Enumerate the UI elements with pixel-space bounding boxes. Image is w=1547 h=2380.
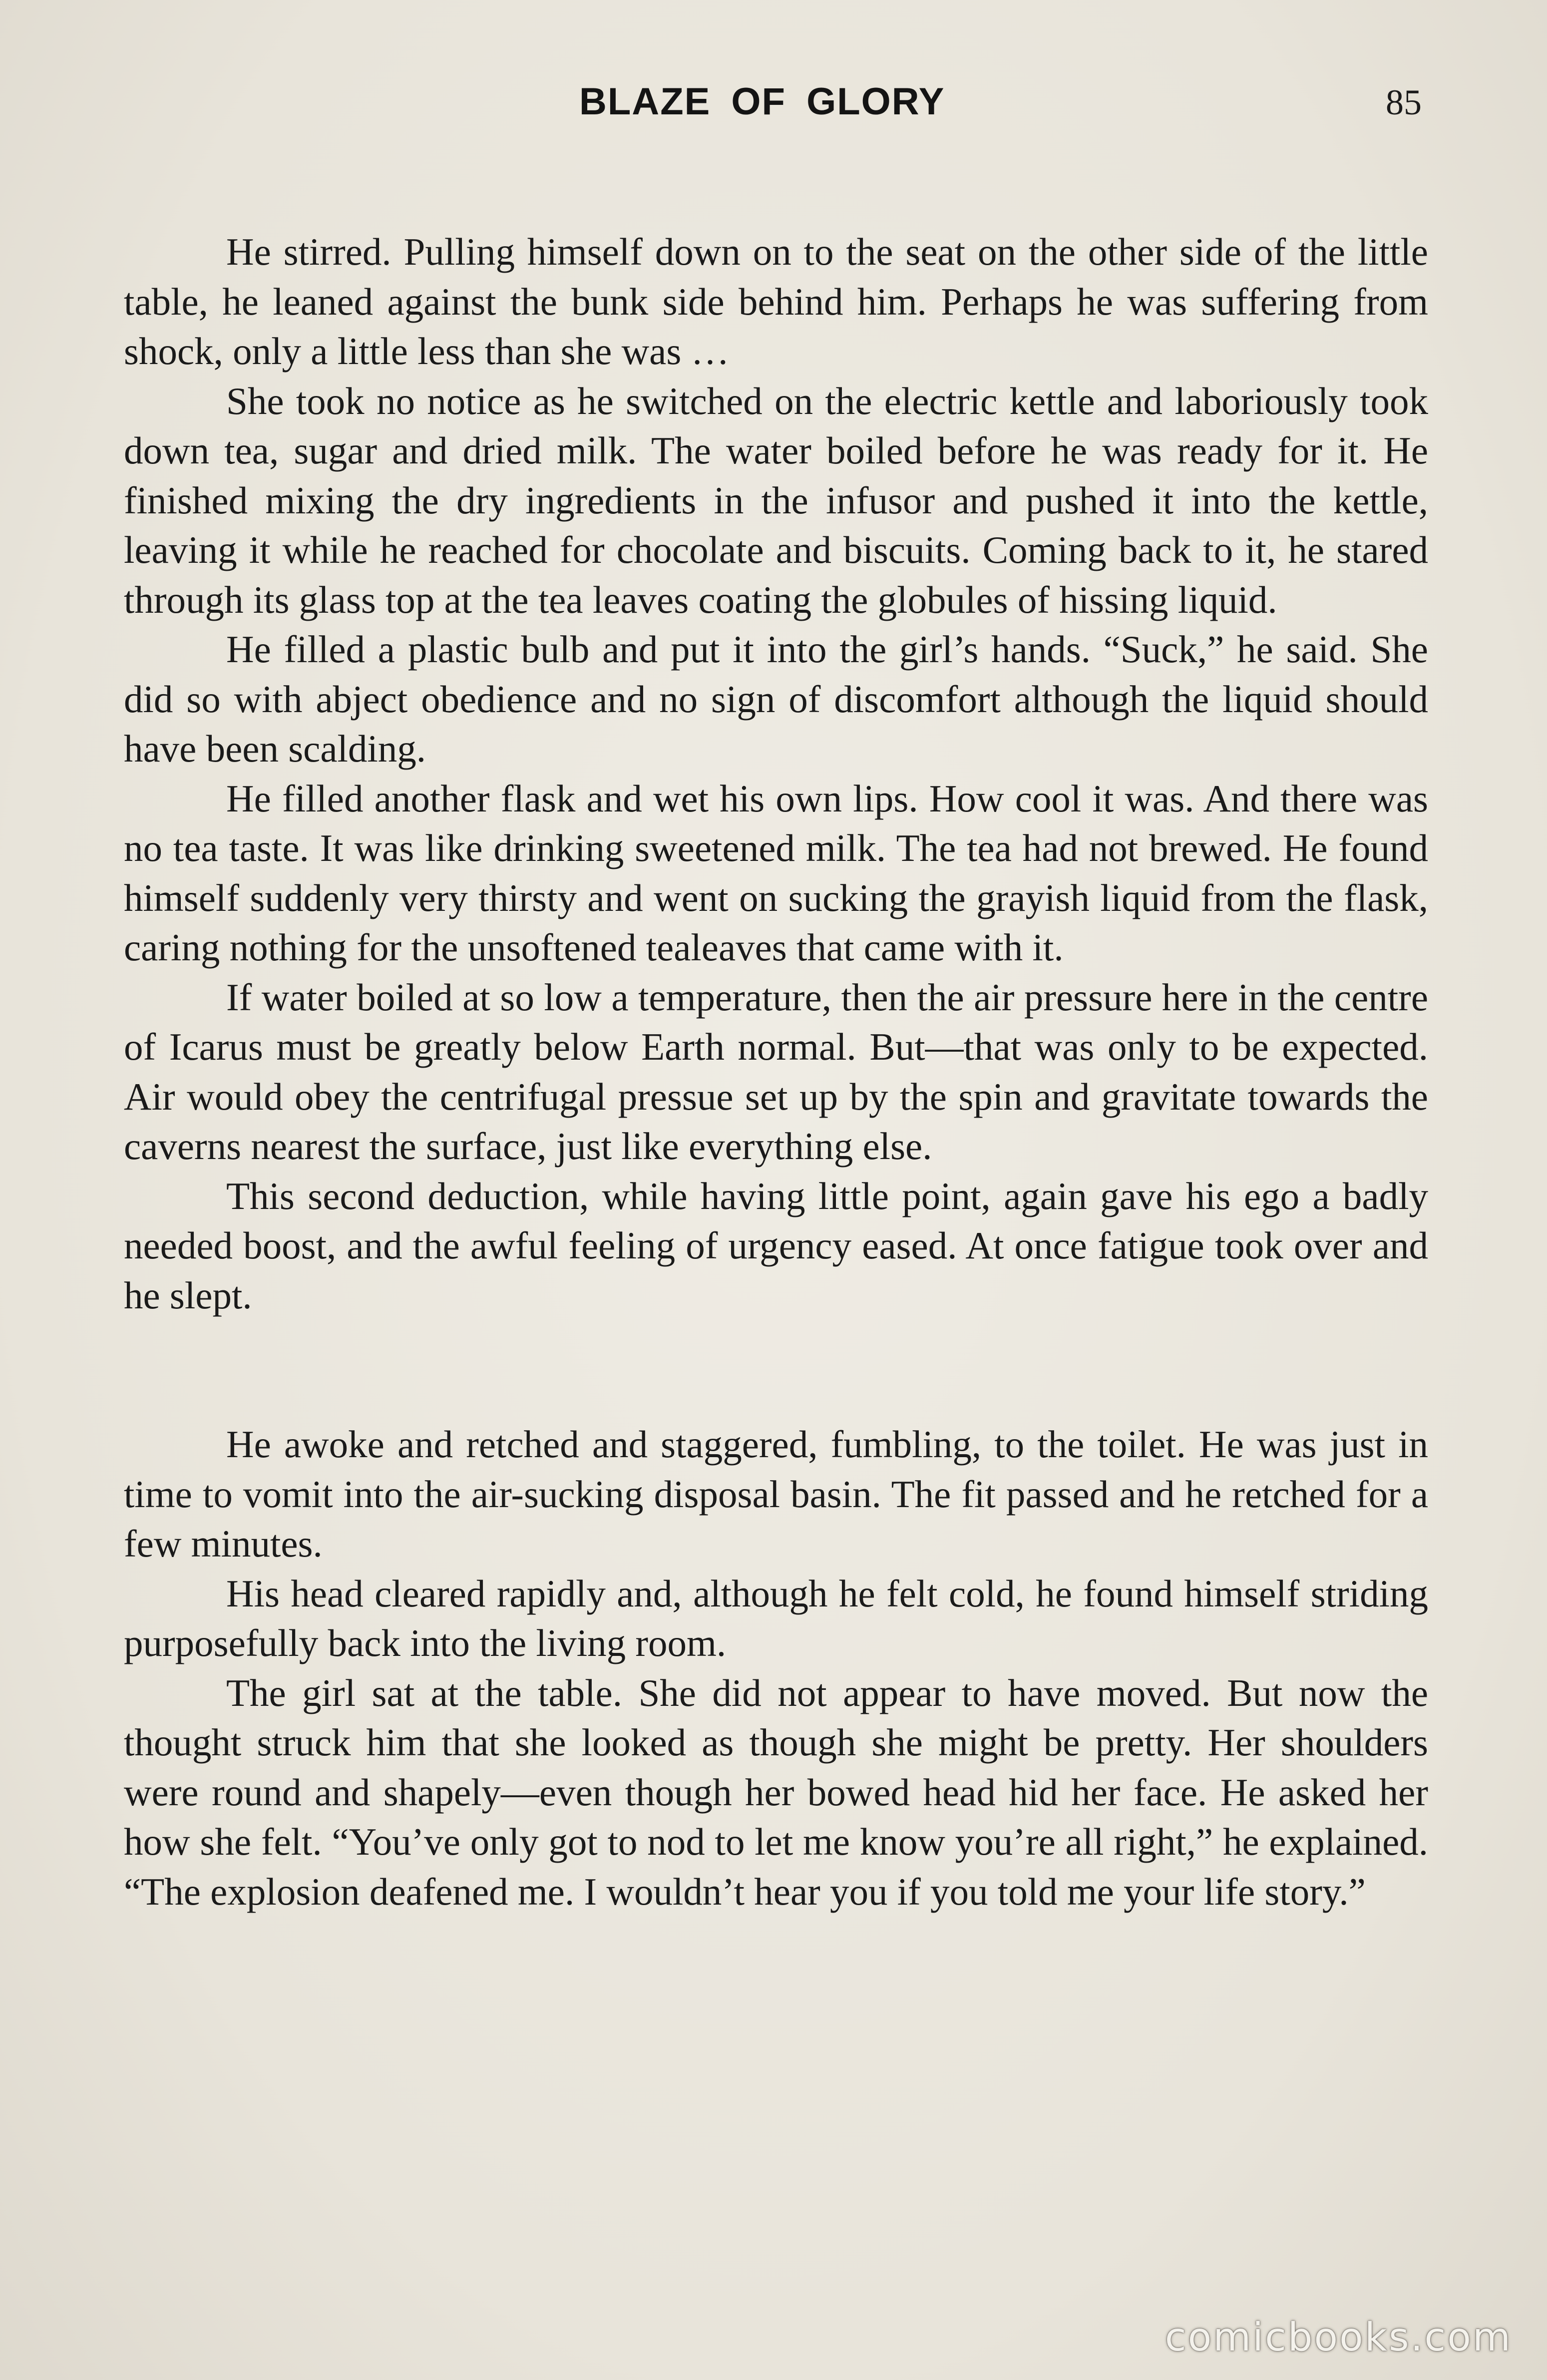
paragraph: She took no notice as he switched on the electric kettle and laboriously took down tea, sugar and dried milk. The water boiled before he was ready for it. He finished mixing the dry ingredients in the infusor and pushed it into the kettle, leaving it while he reached for chocolate and biscuits. Coming back to it, he stared through its glass top at the tea leaves coating the globules of hissing liquid. — [124, 379, 1428, 621]
paragraph: He filled a plastic bulb and put it into the girl’s hands. “Suck,” he said. She did so with abject obedience and no sign of discomfort although the liquid should have been scalding. — [124, 628, 1428, 770]
paragraph: This second deduction, while having little point, again gave his ego a badly needed boost, and the awful feeling of urgency eased. At once fatigue took over and he slept. — [124, 1174, 1428, 1317]
running-head — [0, 75, 1547, 130]
paragraph: He filled another flask and wet his own lips. How cool it was. And there was no tea taste. It was like drinking sweetened milk. The tea had not brewed. He found himself suddenly very thirsty and went on sucking the grayish liquid from the flask, caring nothing for the unsoftened tealeaves that came with it. — [124, 777, 1428, 969]
paragraph: If water boiled at so low a temperature, then the air pressure here in the centre of Icarus must be greatly below Earth normal. But—that was only to be expected. Air would obey the centrifugal pressue set up by the spin and gravitate towards the caverns nearest the surface, just like everything else. — [124, 975, 1428, 1168]
section-break — [124, 1320, 1428, 1420]
page-title: BLAZE OF GLORY — [579, 80, 945, 123]
paragraph: He awoke and retched and staggered, fumbling, to the toilet. He was just in time to vomit into the air-sucking disposal basin. The fit passed and he retched for a few minutes. — [124, 1423, 1428, 1565]
page-number: 85 — [1386, 82, 1422, 122]
paragraph: The girl sat at the table. She did not appear to have moved. But now the thought struck him that she looked as though she might be pretty. Her shoulders were round and shapely—even though her bowed head hid her face. He asked her how she felt. “You’ve only got to nod to let me know you’re all right,” he explained. “The explosion deafened me. I wouldn’t hear you if you told me your life story.” — [124, 1671, 1428, 1913]
paragraph: His head cleared rapidly and, although he felt cold, he found himself striding purposefully back into the living room. — [124, 1572, 1428, 1664]
watermark: comicbooks.com — [1164, 2315, 1512, 2360]
paragraph: He stirred. Pulling himself down on to the seat on the other side of the little table, he leaned against the bunk side behind him. Perhaps he was suffering from shock, only a little less than she was … — [124, 230, 1428, 373]
body-text — [124, 227, 1428, 1917]
